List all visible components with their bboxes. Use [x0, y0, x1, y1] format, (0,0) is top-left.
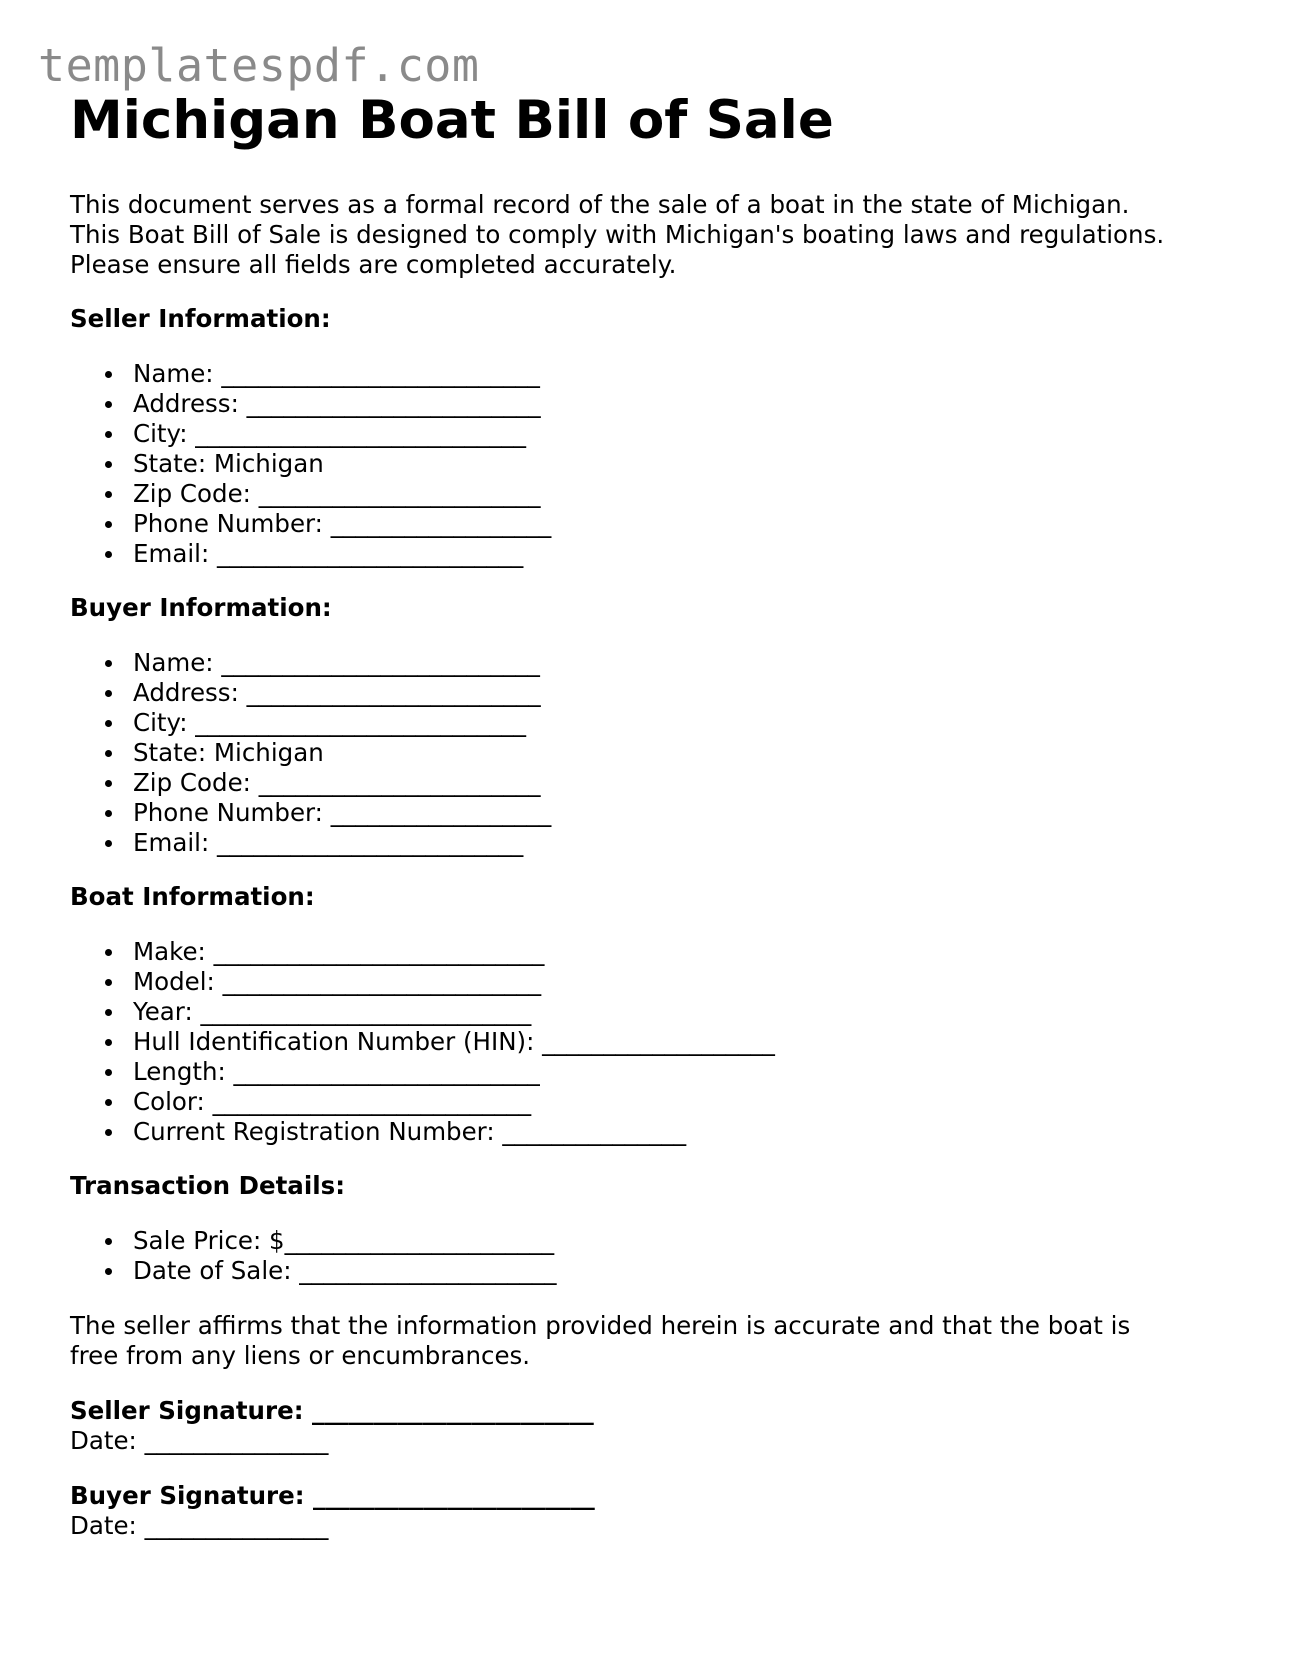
page-title: Michigan Boat Bill of Sale — [70, 90, 834, 151]
watermark: templatespdf.com — [38, 39, 480, 92]
buyer-signature-block — [70, 1481, 1250, 1541]
boat-year-field[interactable]: Year: ___________________________ — [133, 997, 1250, 1027]
seller-zip-field[interactable]: Zip Code: _______________________ — [133, 479, 1250, 509]
transaction-section-heading: Transaction Details: — [70, 1171, 346, 1200]
intro-paragraph — [70, 190, 1250, 280]
sale-date-field[interactable]: Date of Sale: _____________________ — [133, 1256, 1250, 1286]
buyer-field-list — [70, 648, 1250, 858]
seller-phone-field[interactable]: Phone Number: __________________ — [133, 509, 1250, 539]
boat-make-field[interactable]: Make: ___________________________ — [133, 937, 1250, 967]
affirmation-line: The seller affirms that the information provided herein is accurate and that the boat is — [70, 1311, 1131, 1340]
seller-name-field[interactable]: Name: __________________________ — [133, 359, 1250, 389]
seller-signature-block — [70, 1396, 1250, 1456]
transaction-field-list — [70, 1226, 1250, 1286]
buyer-signature-field[interactable]: Buyer Signature: _______________________ — [70, 1481, 595, 1510]
buyer-email-field[interactable]: Email: _________________________ — [133, 828, 1250, 858]
buyer-signature-date-field[interactable]: Date: _______________ — [70, 1511, 329, 1540]
boat-color-field[interactable]: Color: __________________________ — [133, 1087, 1250, 1117]
seller-field-list — [70, 359, 1250, 569]
boat-hin-field[interactable]: Hull Identification Number (HIN): ___________________ — [133, 1027, 1250, 1057]
sale-price-field[interactable]: Sale Price: $______________________ — [133, 1226, 1250, 1256]
buyer-name-field[interactable]: Name: __________________________ — [133, 648, 1250, 678]
seller-email-field[interactable]: Email: _________________________ — [133, 539, 1250, 569]
boat-length-field[interactable]: Length: _________________________ — [133, 1057, 1250, 1087]
intro-line: This document serves as a formal record of the sale of a boat in the state of Michigan. — [70, 190, 1130, 219]
intro-line: This Boat Bill of Sale is designed to comply with Michigan's boating laws and regulations. — [70, 220, 1165, 249]
boat-section-heading: Boat Information: — [70, 882, 315, 911]
buyer-state-field: State: Michigan — [133, 738, 1250, 768]
affirmation-line: free from any liens or encumbrances. — [70, 1341, 531, 1370]
buyer-city-field[interactable]: City: ___________________________ — [133, 708, 1250, 738]
seller-signature-date-field[interactable]: Date: _______________ — [70, 1426, 329, 1455]
boat-field-list — [70, 937, 1250, 1147]
seller-city-field[interactable]: City: ___________________________ — [133, 419, 1250, 449]
seller-state-field: State: Michigan — [133, 449, 1250, 479]
intro-line: Please ensure all fields are completed accurately. — [70, 250, 677, 279]
seller-section-heading: Seller Information: — [70, 304, 331, 333]
buyer-zip-field[interactable]: Zip Code: _______________________ — [133, 768, 1250, 798]
boat-model-field[interactable]: Model: __________________________ — [133, 967, 1250, 997]
seller-address-field[interactable]: Address: ________________________ — [133, 389, 1250, 419]
buyer-phone-field[interactable]: Phone Number: __________________ — [133, 798, 1250, 828]
seller-affirmation — [70, 1311, 1250, 1371]
boat-registration-field[interactable]: Current Registration Number: _______________ — [133, 1117, 1250, 1147]
buyer-section-heading: Buyer Information: — [70, 593, 332, 622]
document-page — [70, 86, 1250, 1541]
buyer-address-field[interactable]: Address: ________________________ — [133, 678, 1250, 708]
seller-signature-field[interactable]: Seller Signature: _______________________ — [70, 1396, 594, 1425]
